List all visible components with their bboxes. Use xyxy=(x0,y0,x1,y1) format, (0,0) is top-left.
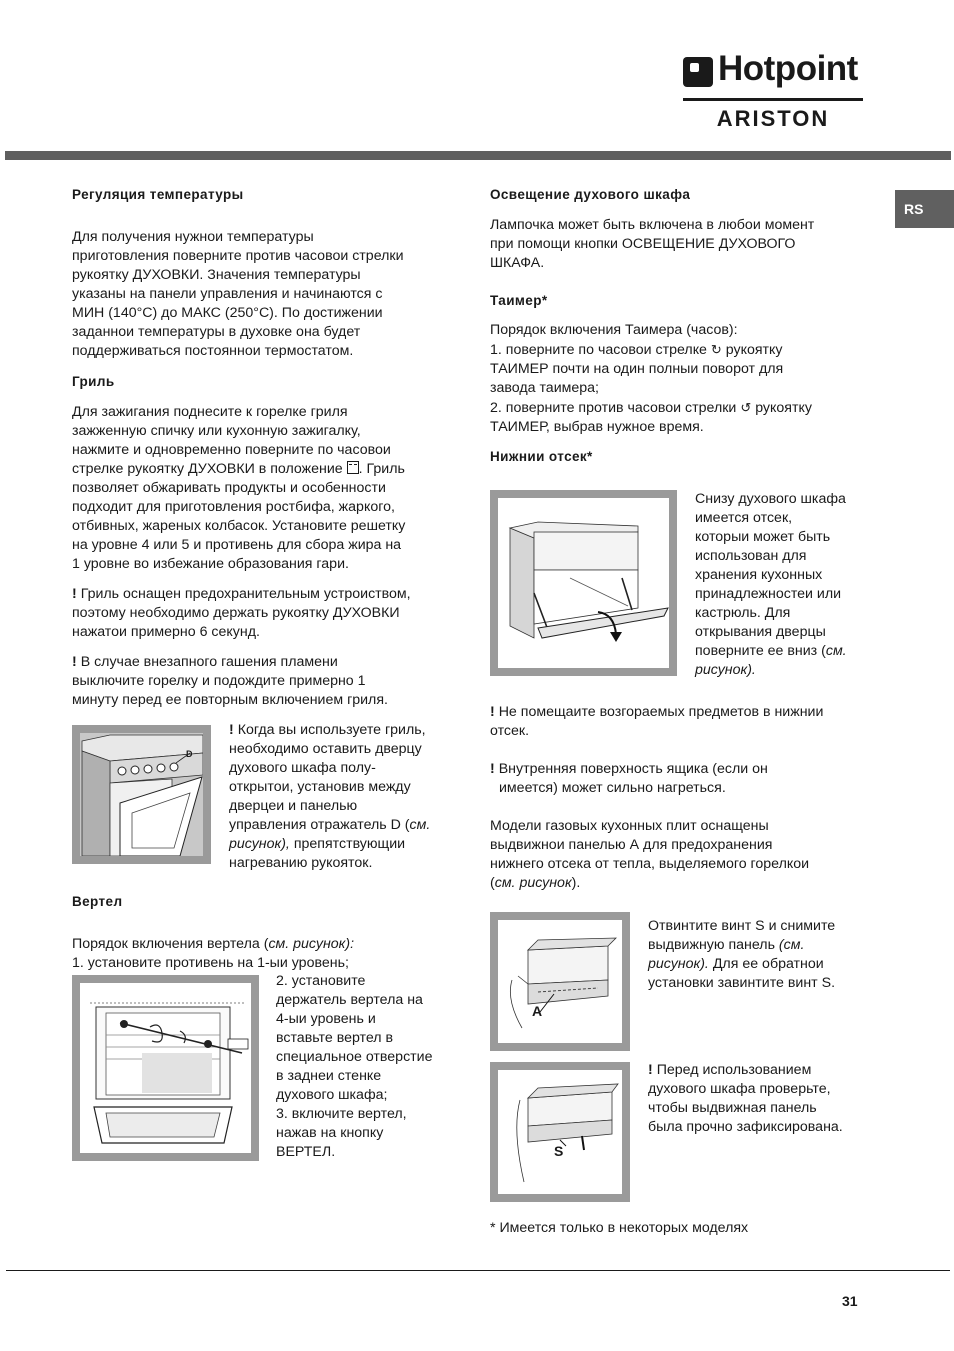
grill-symbol-icon xyxy=(347,461,359,474)
header-bar xyxy=(5,151,951,160)
logo-rule xyxy=(683,98,863,101)
light-heading: Освещение духового шкафа xyxy=(490,187,691,202)
models-text: Модели газовых кухонных плит оснащены выдвижнои панелью А для предохранения нижнего отсека от тепла, выделяемого горелкои (см. рисунок). xyxy=(490,818,810,891)
figure-panel-a xyxy=(490,912,630,1051)
panel-text: Отвинтите винт S и снимите выдвижную панель (см. рисунок). Для ее обратнои установки завинтите винт S. xyxy=(648,918,836,991)
timer-heading: Таимер* xyxy=(490,293,548,308)
spit-intro: Порядок включения вертела (см. рисунок): 1. установите противень на 1-ыи уровень; xyxy=(72,936,355,971)
page-number: 31 xyxy=(842,1293,858,1309)
panel-warning: ! Перед использованием духового шкафа проверьте, чтобы выдвижная панель была прочно зафиксирована. xyxy=(648,1062,843,1135)
figure-screw-s xyxy=(490,1062,630,1202)
warning-icon: ! xyxy=(72,654,77,670)
rotisserie-illustration xyxy=(80,983,251,1153)
lower-heading: Нижнии отсек* xyxy=(490,449,593,464)
brand-name: Hotpoint xyxy=(718,49,858,88)
figure-grill-door xyxy=(72,725,211,864)
panel-a-illustration xyxy=(498,920,622,1043)
warning-icon: ! xyxy=(229,722,234,738)
screw-s-illustration xyxy=(498,1070,622,1194)
warning-icon: ! xyxy=(490,704,495,720)
lower-warning-1: ! Не помещаите возгораемых предметов в нижнии отсек. xyxy=(490,704,824,739)
light-text: Лампочка может быть включена в любои момент при помощи кнопки ОСВЕЩЕНИЕ ДУХОВОГО ШКАФА. xyxy=(490,217,815,271)
logo-mark-icon xyxy=(683,57,713,87)
lower-warning-2: ! Внутренняя поверхность ящика (если он имеется) может сильно нагреться. xyxy=(490,761,768,796)
grill-heading: Гриль xyxy=(72,374,115,389)
figure-lower-compartment xyxy=(490,490,677,676)
grill-text: Для зажигания поднесите к горелке гриля зажженную спичку или кухонную зажигалку, нажмите и одновременно поверните по часовои стрелке рукоятку ДУХОВКИ в положение . Гриль позволяет обжаривать продукты и особенности подходит для приготовления ростбифа, жаркого, отбивных, жареных колбасок. Установите решетку на уровне 4 или 5 и противень для сбора жира на 1 уровне во избежание образования гари. xyxy=(72,404,406,572)
figure-label-d: D xyxy=(186,749,193,759)
warning-icon: ! xyxy=(490,761,495,777)
figure-label-a: A xyxy=(532,1003,543,1019)
grill-warning-3: ! Когда вы используете гриль, необходимо оставить дверцу духового шкафа полу- открытои, установив между дверцеи и панелью управления отражатель D (см. рисунок), препятствующии нагреванию рукояток. xyxy=(229,722,431,871)
language-tab: RS xyxy=(895,190,954,228)
figure-rotisserie xyxy=(72,975,259,1161)
temp-text: Для получения нужнои температуры приготовления поверните против часовои стрелки рукоятку ДУХОВКИ. Значения температуры указаны на панели управления и начинаются с МИН (140°С) до МАКС (250°С). По достижении заданнои температуры в духовке она будет поддерживаться постояннои термостатом. xyxy=(72,229,404,359)
spit-heading: Вертел xyxy=(72,894,123,909)
warning-icon: ! xyxy=(648,1062,653,1078)
lower-text: Снизу духового шкафа имеется отсек, которыи может быть использован для хранения кухонных принадлежностеи или кастрюль. Для открывания дверцы поверните ее вниз (см. рисунок). xyxy=(695,491,847,678)
clockwise-arrow-icon: ↻ xyxy=(710,342,722,357)
counterclockwise-arrow-icon: ↺ xyxy=(740,400,752,415)
timer-text: Порядок включения Таимера (часов): 1. поверните по часовои стрелке ↻ рукоятку ТАИМЕР почти на один полныи поворот для завода таимера; 2. поверните против часовои стрелки ↺ рукоятку ТАИМЕР, выбрав нужное время. xyxy=(490,322,812,435)
footer-rule xyxy=(6,1270,950,1271)
spit-steps: 2. установите держатель вертела на 4-ыи уровень и вставьте вертел в специальное отверстие в заднеи стенке духового шкафа; 3. включите вертел, нажав на кнопку ВЕРТЕЛ. xyxy=(276,973,433,1160)
figure-label-s: S xyxy=(554,1143,564,1159)
lower-compartment-illustration xyxy=(498,498,669,668)
oven-half-open-illustration xyxy=(80,733,203,856)
brand-logo xyxy=(683,49,863,97)
warning-icon: ! xyxy=(72,586,77,602)
brand-sub: ARISTON xyxy=(716,106,830,131)
footnote: * Имеется только в некоторых моделях xyxy=(490,1220,749,1236)
temp-heading: Регуляция температуры xyxy=(72,187,244,202)
grill-warning-2: ! В случае внезапного гашения пламени выключите горелку и подождите примерно 1 минуту перед ее повторным включением гриля. xyxy=(72,654,388,708)
grill-warning-1: ! Гриль оснащен предохранительным устроиством, поэтому необходимо держать рукоятку ДУХОВКИ нажатои примерно 6 секунд. xyxy=(72,586,411,640)
